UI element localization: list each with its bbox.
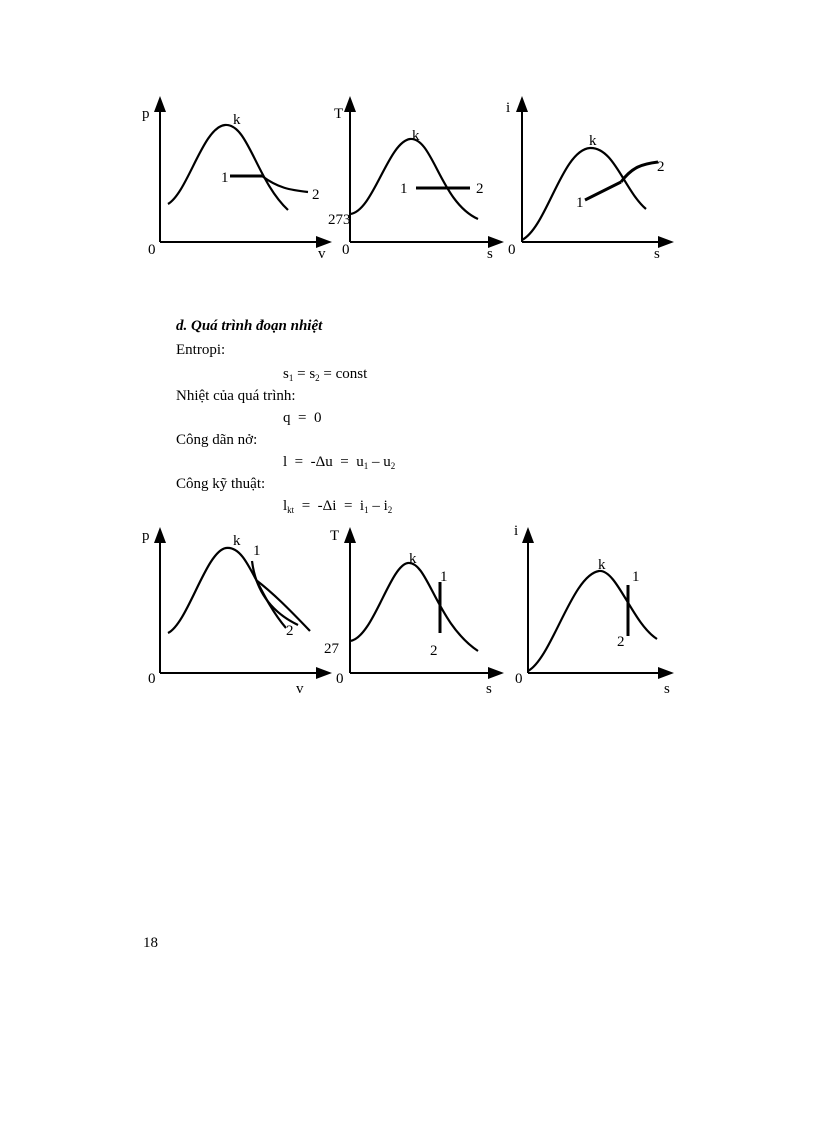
- entropy-equation: [283, 366, 367, 383]
- origin-label: 0: [148, 242, 156, 258]
- point-2-label: 2: [430, 643, 438, 659]
- section-heading: d. Quá trình đoạn nhiệt: [176, 318, 323, 334]
- critical-point-label: k: [589, 133, 597, 149]
- adiabat-line: [252, 561, 298, 625]
- x-axis-label: s: [654, 246, 660, 262]
- origin-label: 0: [336, 671, 344, 687]
- saturation-dome: [522, 148, 646, 240]
- eq-s1: s: [283, 366, 289, 382]
- eq-equals: =: [293, 366, 310, 382]
- point-2-label: 2: [657, 159, 665, 175]
- bottom-ts-diagram: [318, 523, 518, 698]
- bottom-pv-diagram: [138, 523, 338, 698]
- y-axis-arrow: [344, 527, 356, 543]
- tech-l: l: [283, 498, 288, 514]
- saturation-dome: [350, 139, 478, 219]
- critical-point-label: k: [233, 112, 241, 128]
- point-2-label: 2: [312, 187, 320, 203]
- entropy-label: Entropi:: [176, 342, 226, 358]
- y-axis-label: p: [142, 528, 150, 544]
- point-2-label: 2: [286, 623, 294, 639]
- point-1-label: 1: [440, 569, 448, 585]
- y-axis-label: p: [142, 106, 150, 122]
- eq-s1-sub: 1: [288, 373, 294, 383]
- bottom-is-diagram: [502, 523, 702, 698]
- y-axis-arrow: [522, 527, 534, 543]
- heat-label: Nhiệt của quá trình:: [176, 388, 296, 404]
- tick-label: 27: [324, 641, 339, 657]
- critical-point-label: k: [233, 533, 241, 549]
- work-label: Công dãn nở:: [176, 432, 258, 448]
- x-axis-label: v: [318, 246, 326, 262]
- saturation-dome: [350, 563, 478, 651]
- y-axis-label: T: [330, 528, 340, 544]
- process-line-wet: [585, 182, 621, 200]
- x-axis-arrow: [658, 236, 674, 248]
- tick-label: 273: [328, 212, 351, 228]
- critical-point-label: k: [412, 128, 420, 144]
- tech-mid: = -Δi = i: [294, 498, 365, 514]
- origin-label: 0: [342, 242, 350, 258]
- top-ts-diagram: [318, 92, 518, 267]
- critical-point-label: k: [409, 551, 417, 567]
- saturation-dome: [528, 571, 657, 671]
- x-axis-label: s: [664, 681, 670, 697]
- y-axis-label: T: [334, 106, 344, 122]
- y-axis-arrow: [516, 96, 528, 112]
- top-is-diagram: [502, 92, 702, 267]
- tech-l-sub: kt: [287, 505, 295, 515]
- eq-s2-sub: 2: [315, 373, 320, 383]
- y-axis-label: i: [506, 100, 511, 116]
- point-1-label: 1: [221, 170, 229, 186]
- technical-work-label: Công kỹ thuật:: [176, 476, 266, 492]
- origin-label: 0: [508, 242, 516, 258]
- point-1-label: 1: [253, 543, 261, 559]
- origin-label: 0: [515, 671, 523, 687]
- work-u2-sub: 2: [390, 461, 396, 471]
- eq-s2: s: [309, 366, 316, 382]
- x-axis-label: v: [296, 681, 304, 697]
- y-axis-arrow: [344, 96, 356, 112]
- y-axis-arrow: [154, 96, 166, 112]
- work-equation: [283, 454, 395, 471]
- work-u1-sub: 1: [363, 461, 369, 471]
- point-2-label: 2: [476, 181, 484, 197]
- tech-dash: – i: [368, 498, 388, 514]
- page-number: 18: [143, 935, 158, 951]
- eq-const: = const: [319, 366, 368, 382]
- process-line-superheated: [621, 162, 658, 182]
- saturation-dome: [168, 125, 288, 210]
- tech-i1-sub: 1: [364, 505, 369, 515]
- point-1-label: 1: [400, 181, 408, 197]
- technical-work-equation: [283, 498, 392, 515]
- top-pv-diagram: [138, 92, 338, 267]
- tech-i2-sub: 2: [387, 505, 393, 515]
- point-2-label: 2: [617, 634, 625, 650]
- y-axis-arrow: [154, 527, 166, 543]
- work-lhs: l = -Δu = u: [283, 454, 364, 470]
- x-axis-label: s: [486, 681, 492, 697]
- point-1-label: 1: [632, 569, 640, 585]
- y-axis-label: i: [514, 523, 519, 539]
- heat-equation: q = 0: [283, 410, 322, 426]
- critical-point-label: k: [598, 557, 606, 573]
- work-mid: – u: [368, 454, 391, 470]
- x-axis-label: s: [487, 246, 493, 262]
- point-1-label: 1: [576, 195, 584, 211]
- x-axis-arrow: [658, 667, 674, 679]
- origin-label: 0: [148, 671, 156, 687]
